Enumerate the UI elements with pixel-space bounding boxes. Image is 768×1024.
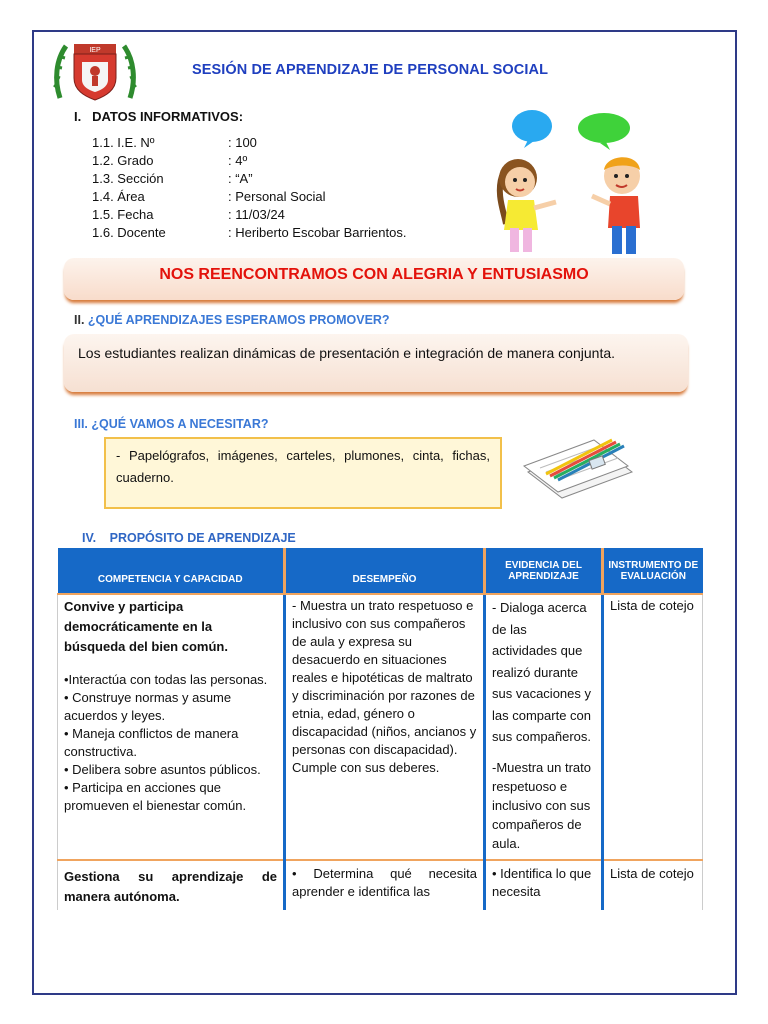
datos-row — [92, 206, 406, 224]
evidencia-cell — [485, 594, 603, 860]
necesitar-heading — [74, 417, 268, 431]
datos-row — [92, 188, 406, 206]
aprendizajes-box: Los estudiantes realizan dinámicas de presentación e integración de manera conjunta. — [64, 334, 688, 392]
coat-of-arms-icon — [52, 40, 138, 102]
materials-box: - Papelógrafos, imágenes, carteles, plumones, cinta, fichas, cuaderno. — [104, 437, 502, 509]
proposito-heading-text: PROPÓSITO DE APRENDIZAJE — [109, 531, 296, 545]
desempeno-cell: - Muestra un trato respetuoso e inclusivo con sus compañeros de aula y expresa su desacuerdo en situaciones reales e hipotéticas de maltrato y discriminación por razones de etnia, edad, género o discapacidad (niños, ancianos y personas con discapacidad). Cumple con sus deberes. — [285, 594, 485, 860]
proposito-heading-num: IV. — [82, 531, 97, 545]
document-title: SESIÓN DE APRENDIZAJE DE PERSONAL SOCIAL — [191, 62, 549, 78]
datos-row — [92, 134, 406, 152]
competencia-title: Gestiona su aprendizaje de manera autónoma. — [64, 868, 277, 904]
datos-heading-num: I. — [74, 109, 82, 124]
proposito-table — [57, 548, 703, 910]
necesitar-heading-text: ¿QUÉ VAMOS A NECESITAR? — [91, 417, 269, 431]
datos-value: : “A” — [228, 171, 253, 186]
children-talking-icon — [488, 104, 668, 262]
instrumento-cell: Lista de cotejo — [603, 594, 703, 860]
column-header: EVIDENCIA DEL APRENDIZAJE — [485, 548, 603, 594]
capacidad-item: • Participa en acciones que promueven el bienestar común. — [64, 780, 247, 813]
datos-heading-text: DATOS INFORMATIVOS: — [92, 109, 244, 124]
datos-label: 1.1. I.E. Nº — [92, 135, 155, 150]
datos-heading — [74, 109, 243, 124]
datos-label: 1.4. Área — [92, 189, 145, 204]
session-title-banner: NOS REENCONTRAMOS CON ALEGRIA Y ENTUSIASMO — [64, 258, 684, 300]
datos-value: : 4º — [228, 153, 248, 168]
datos-table — [92, 134, 406, 242]
table-header-row — [58, 548, 703, 594]
datos-value: : Personal Social — [228, 189, 326, 204]
datos-label: 1.5. Fecha — [92, 207, 154, 222]
instrumento-cell: Lista de cotejo — [603, 860, 703, 910]
proposito-heading — [82, 531, 296, 545]
column-header: DESEMPEÑO — [285, 548, 485, 594]
datos-value: : 100 — [228, 135, 257, 150]
datos-value: : 11/03/24 — [228, 207, 285, 222]
capacidad-item: • Maneja conflictos de manera constructiva. — [64, 726, 239, 759]
capacidad-item: • Construye normas y asume acuerdos y leyes. — [64, 690, 232, 723]
aprendizajes-heading-num: II. — [74, 313, 85, 327]
capacidad-item: •Interactúa con todas las personas. — [64, 672, 268, 687]
crest-text: IEP — [89, 47, 101, 54]
capacidad-item: • Delibera sobre asuntos públicos. — [64, 762, 261, 777]
datos-row — [92, 224, 406, 242]
evidencia-text: -Muestra un trato respetuoso e inclusivo con sus compañeros de aula. — [492, 759, 591, 851]
papers-and-pencils-icon — [520, 432, 640, 500]
datos-row — [92, 152, 406, 170]
competencia-cell — [58, 594, 285, 860]
datos-label: 1.6. Docente — [92, 225, 166, 240]
aprendizajes-heading — [74, 313, 390, 327]
column-header: INSTRUMENTO DE EVALUACIÓN — [603, 548, 703, 594]
necesitar-heading-num: III. — [74, 417, 88, 431]
competencia-title: Convive y participa democráticamente en la búsqueda del bien común. — [64, 599, 228, 654]
datos-label: 1.3. Sección — [92, 171, 164, 186]
evidencia-cell: • Identifica lo que necesita — [485, 860, 603, 910]
column-header: COMPETENCIA Y CAPACIDAD — [58, 548, 285, 594]
table-row — [58, 860, 703, 910]
competencia-cell — [58, 860, 285, 910]
datos-label: 1.2. Grado — [92, 153, 154, 168]
datos-value: : Heriberto Escobar Barrientos. — [228, 225, 407, 240]
datos-row — [92, 170, 406, 188]
aprendizajes-heading-text: ¿QUÉ APRENDIZAJES ESPERAMOS PROMOVER? — [87, 313, 390, 327]
evidencia-text: - Dialoga acerca de las actividades que realizó durante sus vacaciones y las comparte con sus compañeros. — [492, 600, 591, 744]
desempeno-cell: • Determina qué necesita aprender e identifica las — [285, 860, 485, 910]
table-row — [58, 594, 703, 860]
